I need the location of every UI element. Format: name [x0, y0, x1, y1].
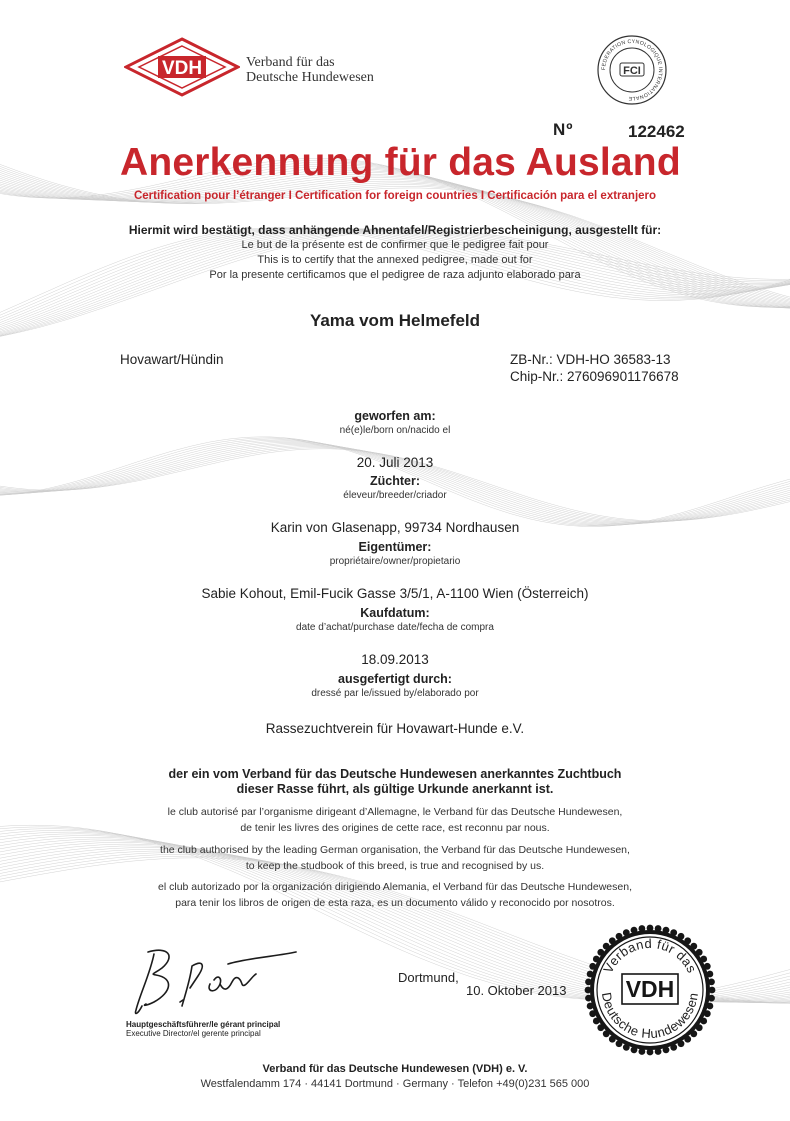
footer-address: Westfalendamm 174 · 44141 Dortmund · Germany · Telefon +49(0)231 565 000 — [200, 1078, 590, 1090]
declaration-en-line2: to keep the studbook of this breed, is true and recognised by us. — [245, 860, 545, 872]
declaration-en-line1: the club authorised by the leading German organisation, the Verband für das Deutsche Hundewesen, — [160, 844, 630, 856]
declaration-es-line1: el club autorizado por la organización dirigiendo Alemania, el Verband für das Deutsche Hundewesen, — [158, 881, 632, 893]
dog-name: Yama vom Helmefeld — [309, 311, 481, 330]
breed-sex: Hovawart/Hündin — [120, 352, 224, 367]
footer-organization: Verband für das Deutsche Hundewesen (VDH) e. V. — [262, 1063, 528, 1075]
declaration-de-line2: dieser Rasse führt, als gültige Urkunde anerkannt ist. — [236, 782, 554, 796]
breeder-label: Züchter: — [370, 474, 420, 488]
born-sublabel: né(e)le/born on/nacido el — [339, 425, 451, 436]
certificate-subtitle: Certification pour l’étranger I Certification for foreign countries I Certificación para el extranjero — [133, 190, 657, 202]
issued-by-sublabel: dressé par le/issued by/elaborado por — [311, 688, 479, 699]
signatory-role-line2: Executive Director/el gerente principal — [126, 1029, 261, 1038]
seal-top-text: Verband für das — [600, 935, 700, 976]
fci-logo — [596, 34, 668, 106]
declaration-es-line2: para tenir los libros de origen de esta raza, es un documento válido y reconocido por nosotros. — [175, 897, 615, 909]
intro-de: Hiermit wird bestätigt, dass anhängende Ahnentafel/Registrierbescheinigung, ausgestellt für: — [128, 223, 662, 237]
vdh-seal — [582, 922, 718, 1058]
declaration-fr-line2: de tenir les livres des origines de cette race, est reconnu par nous. — [240, 822, 550, 834]
org-name-line1: Verband für das — [246, 55, 335, 70]
seal-bottom-text: Deutsche Hundewesen — [598, 991, 702, 1042]
certificate-title: Anerkennung für das Ausland — [120, 141, 681, 184]
owner-label: Eigentümer: — [358, 540, 432, 554]
signature-place: Dortmund, — [398, 970, 459, 985]
fci-ring-text: FEDERATION CYNOLOGIQUE INTERNATIONALE — [600, 38, 664, 102]
purchase-date-sublabel: date d’achat/purchase date/fecha de compra — [296, 622, 494, 633]
owner-value: Sabie Kohout, Emil-Fucik Gasse 3/5/1, A-1100 Wien (Österreich) — [201, 586, 589, 601]
vdh-logo-text: VDH — [161, 58, 203, 79]
fci-logo-text: FCI — [623, 65, 641, 77]
intro-fr: Le but de la présente est de confirmer que le pedigree fait pour — [241, 239, 549, 251]
number-label: Nº — [553, 120, 574, 139]
issued-by-label: ausgefertigt durch: — [338, 672, 452, 686]
breeder-value: Karin von Glasenapp, 99734 Nordhausen — [270, 520, 520, 535]
declaration-de-line1: der ein vom Verband für das Deutsche Hundewesen anerkanntes Zuchtbuch — [168, 767, 622, 781]
vdh-logo — [124, 37, 240, 97]
chip-number: Chip-Nr.: 276096901176678 — [510, 369, 679, 384]
born-value: 20. Juli 2013 — [356, 455, 434, 470]
declaration-fr-line1: le club autorisé par l’organisme dirigeant d’Allemagne, le Verband für das Deutsche Hundewesen, — [167, 806, 623, 818]
issued-by-value: Rassezuchtverein für Hovawart-Hunde e.V. — [265, 721, 525, 736]
intro-es: Por la presente certificamos que el pedigree de raza adjunto elaborado para — [209, 269, 581, 281]
certificate-number: 122462 — [628, 122, 685, 141]
intro-en: This is to certify that the annexed pedigree, made out for — [257, 254, 533, 266]
org-name-line2: Deutsche Hundewesen — [246, 70, 374, 85]
purchase-date-label: Kaufdatum: — [360, 606, 430, 620]
signature-date: 10. Oktober 2013 — [466, 983, 567, 998]
zb-number: ZB-Nr.: VDH-HO 36583-13 — [510, 352, 671, 367]
signatory-role-line1: Hauptgeschäftsführer/le gérant principal — [126, 1020, 281, 1029]
born-label: geworfen am: — [354, 409, 436, 423]
purchase-date-value: 18.09.2013 — [361, 652, 429, 667]
seal-center-text: VDH — [625, 976, 675, 1002]
breeder-sublabel: éleveur/breeder/criador — [343, 490, 447, 501]
handwritten-signature — [128, 944, 298, 1020]
owner-sublabel: propriétaire/owner/propietario — [329, 556, 461, 567]
